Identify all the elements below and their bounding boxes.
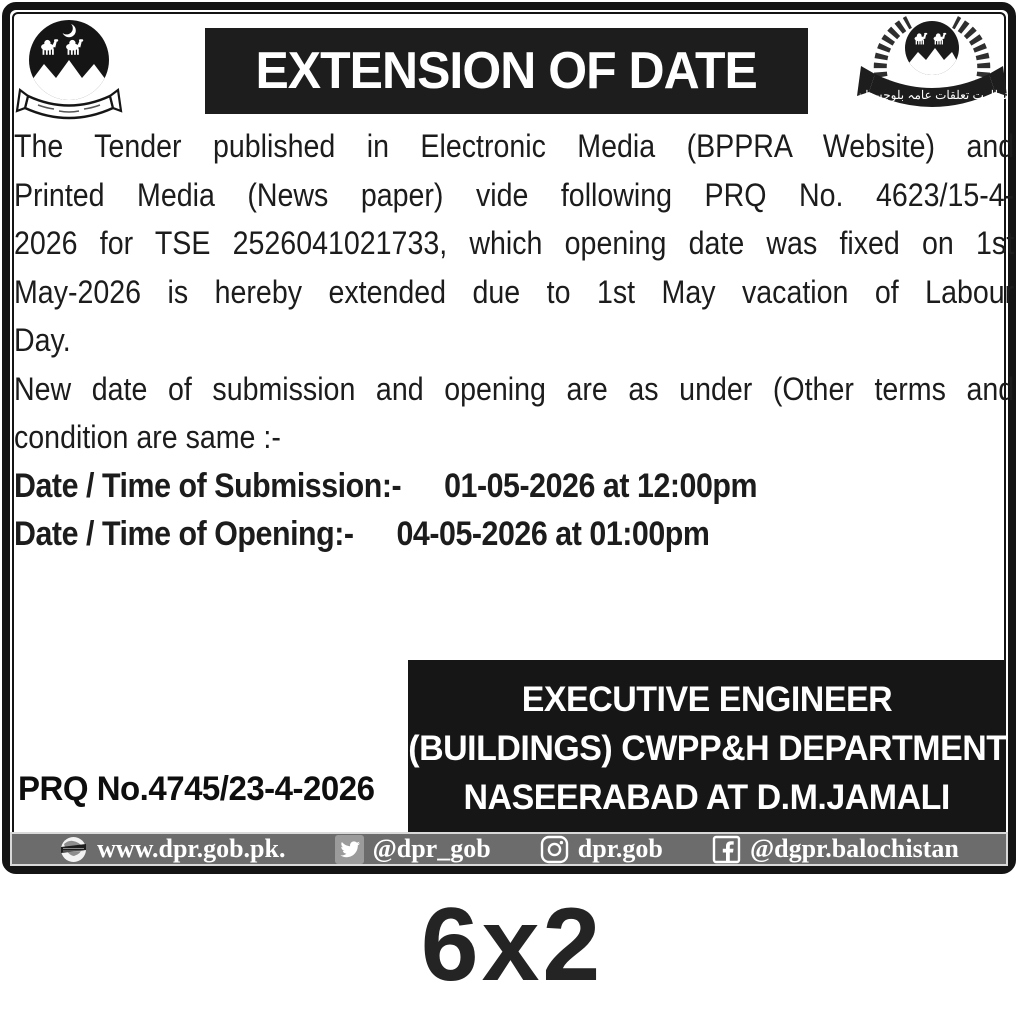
authority-location: NASEERABAD AT D.M.JAMALI [463, 777, 951, 817]
website-url: www.dpr.gob.pk. [97, 834, 286, 863]
body-line: May-2026 is hereby extended due to 1st May vacation of Labour [14, 273, 1015, 310]
submission-date-value: 01-05-2026 at 12:00pm [444, 466, 758, 505]
opening-schedule-row [14, 510, 1014, 558]
facebook-handle: @dgpr.balochistan [749, 834, 959, 863]
body-line: The Tender published in Electronic Media (BPPRA Website) and [14, 128, 1015, 164]
notice-border-frame [2, 2, 1016, 874]
twitter-handle: @dpr_gob [372, 834, 491, 863]
dgpr-balochistan-crest-icon [853, 10, 1011, 126]
submission-date-label: Date / Time of Submission:- [14, 466, 402, 505]
notice-body [14, 122, 1014, 558]
twitter-item [335, 834, 491, 864]
body-line: condition are same :- [14, 419, 281, 455]
body-line: Day. [14, 322, 71, 358]
instagram-handle: dpr.gob [577, 834, 663, 863]
balochistan-government-crest-icon [12, 16, 126, 122]
issuing-authority-block [408, 660, 1006, 836]
authority-title: EXECUTIVE ENGINEER [521, 679, 893, 719]
notice-title: EXTENSION OF DATE [255, 42, 758, 100]
body-line: Printed Media (News paper) vide following PRQ No. 4623/15-4- [14, 176, 1015, 213]
opening-date-label: Date / Time of Opening:- [14, 514, 354, 553]
globe-icon [59, 835, 88, 864]
website-item [59, 834, 285, 864]
facebook-item [712, 834, 959, 864]
facebook-icon [712, 835, 741, 864]
right-logo-urdu-banner-text: نظامت تعلقات عامہ بلوچستان [856, 88, 1008, 102]
notice-title-banner [205, 28, 808, 114]
submission-schedule-row [14, 462, 1014, 510]
prq-number: PRQ No.4745/23-4-2026 [18, 770, 375, 808]
ad-size-label: 6x2 [420, 887, 604, 1003]
dpr-contact-bar [10, 832, 1008, 866]
twitter-icon [335, 835, 364, 864]
body-line: 2026 for TSE 2526041021733, which opening date was fixed on 1st [14, 225, 1015, 261]
body-line: New date of submission and opening are as under (Other terms and [14, 370, 1015, 407]
authority-department: (BUILDINGS) CWPP&H DEPARTMENT [407, 728, 1007, 768]
opening-date-value: 04-05-2026 at 01:00pm [396, 514, 710, 553]
instagram-icon [540, 835, 569, 864]
instagram-item [540, 834, 663, 864]
